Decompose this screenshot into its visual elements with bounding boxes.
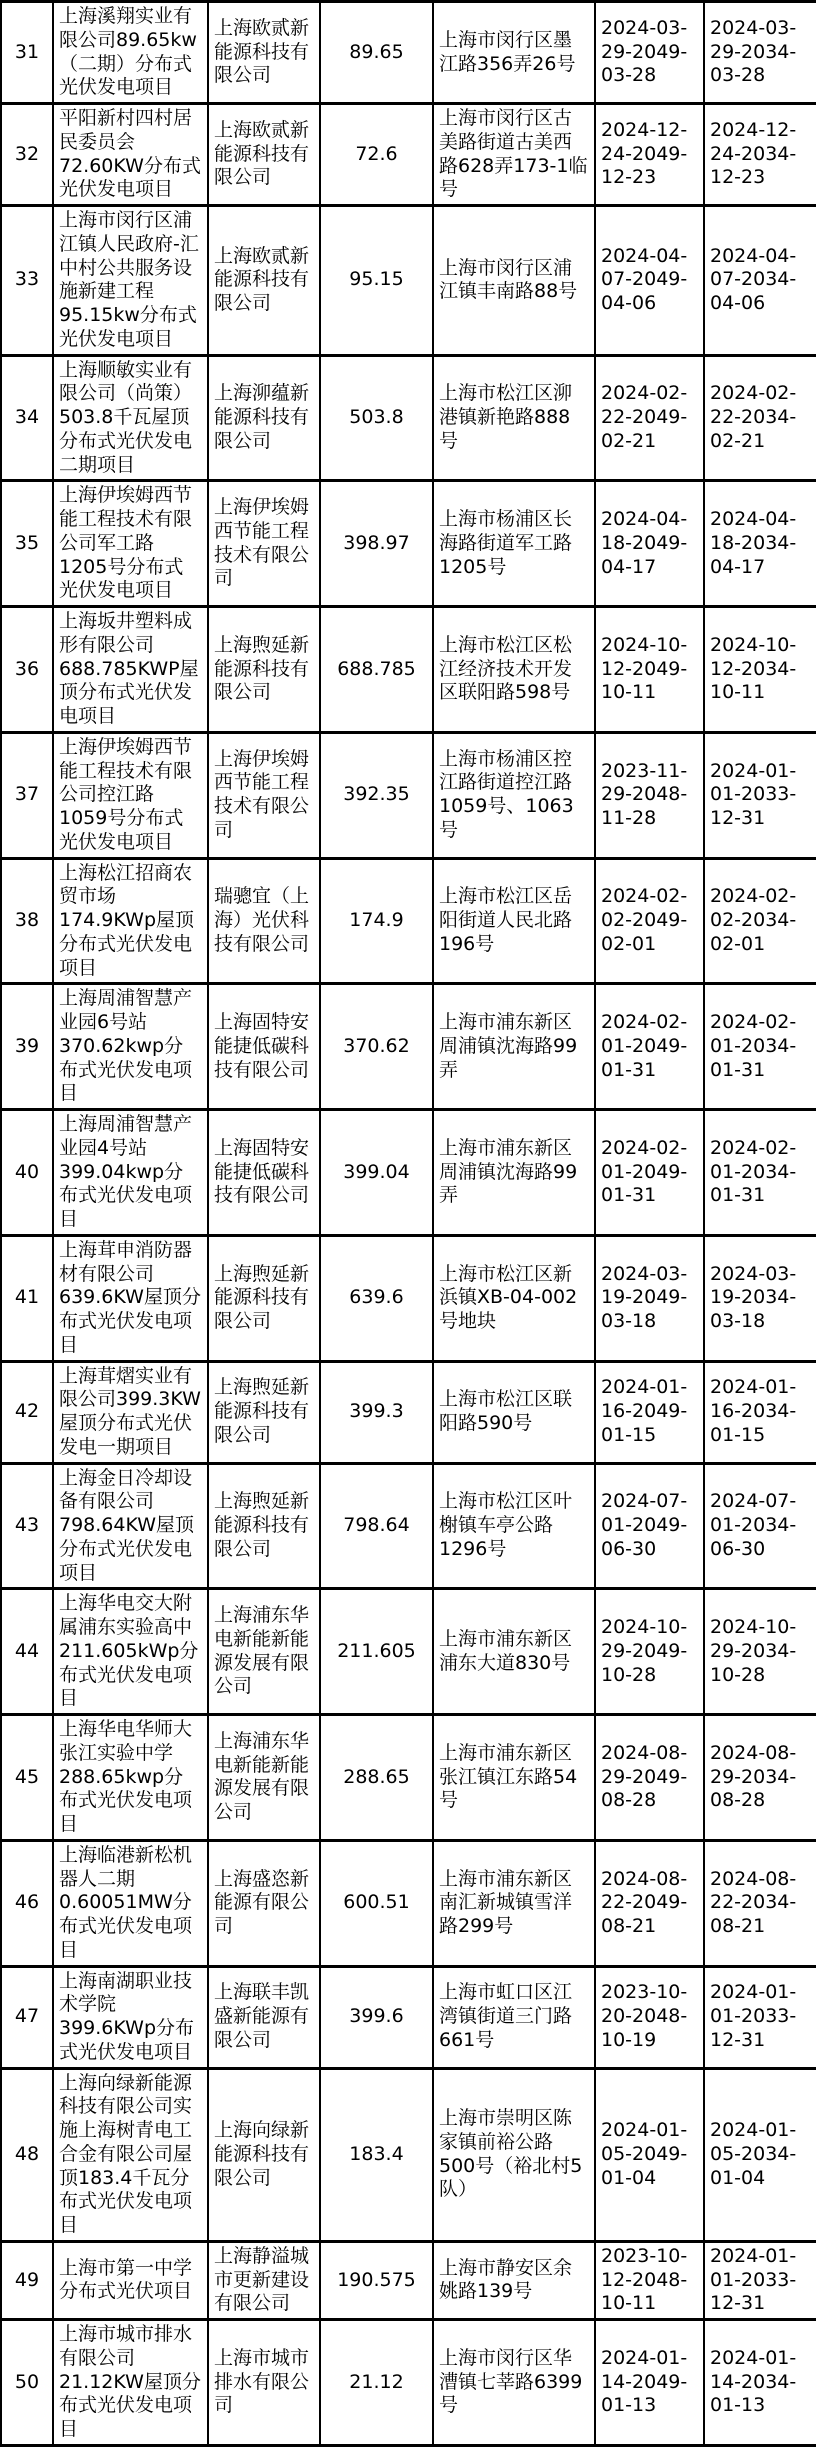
table-row xyxy=(1,1110,816,1236)
period-2-cell: 2024-01-01-2033-12-31 xyxy=(704,1966,816,2068)
company-name-cell: 瑞骢宜（上海）光伏科技有限公司 xyxy=(208,858,320,984)
address-cell: 上海市浦东新区周浦镇沈海路99弄 xyxy=(433,1110,595,1236)
period-2-cell: 2024-02-01-2034-01-31 xyxy=(704,984,816,1110)
address-cell: 上海市松江区泖港镇新艳路888号 xyxy=(433,355,595,481)
period-1-cell: 2024-08-22-2049-08-21 xyxy=(595,1840,704,1966)
capacity-cell: 399.04 xyxy=(320,1110,433,1236)
period-1-cell: 2024-02-01-2049-01-31 xyxy=(595,984,704,1110)
row-number-cell: 40 xyxy=(1,1110,53,1236)
period-1-cell: 2024-03-19-2049-03-18 xyxy=(595,1235,704,1361)
period-1-cell: 2024-01-14-2049-01-13 xyxy=(595,2320,704,2446)
table-row xyxy=(1,732,816,858)
row-number-cell: 37 xyxy=(1,732,53,858)
capacity-cell: 503.8 xyxy=(320,355,433,481)
capacity-cell: 183.4 xyxy=(320,2068,433,2241)
project-name-cell: 平阳新村四村居民委员会72.60KW分布式光伏发电项目 xyxy=(53,104,208,206)
period-2-cell: 2024-08-29-2034-08-28 xyxy=(704,1715,816,1841)
period-2-cell: 2024-08-22-2034-08-21 xyxy=(704,1840,816,1966)
company-name-cell: 上海固特安能捷低碳科技有限公司 xyxy=(208,1110,320,1236)
project-name-cell: 上海周浦智慧产业园6号站370.62kwp分布式光伏发电项目 xyxy=(53,984,208,1110)
period-2-cell: 2024-01-01-2033-12-31 xyxy=(704,732,816,858)
address-cell: 上海市松江区新浜镇XB-04-002号地块 xyxy=(433,1235,595,1361)
project-name-cell: 上海伊埃姆西节能工程技术有限公司控江路1059号分布式光伏发电项目 xyxy=(53,732,208,858)
period-1-cell: 2024-12-24-2049-12-23 xyxy=(595,104,704,206)
period-2-cell: 2024-02-22-2034-02-21 xyxy=(704,355,816,481)
company-name-cell: 上海欧贰新能源科技有限公司 xyxy=(208,206,320,356)
capacity-cell: 392.35 xyxy=(320,732,433,858)
row-number-cell: 33 xyxy=(1,206,53,356)
period-1-cell: 2024-02-22-2049-02-21 xyxy=(595,355,704,481)
table-row xyxy=(1,206,816,356)
table-row xyxy=(1,104,816,206)
capacity-cell: 370.62 xyxy=(320,984,433,1110)
company-name-cell: 上海静溢城市更新建设有限公司 xyxy=(208,2241,320,2319)
row-number-cell: 43 xyxy=(1,1463,53,1589)
period-1-cell: 2024-10-29-2049-10-28 xyxy=(595,1589,704,1715)
project-name-cell: 上海伊埃姆西节能工程技术有限公司军工路1205号分布式光伏发电项目 xyxy=(53,481,208,607)
company-name-cell: 上海伊埃姆西节能工程技术有限公司 xyxy=(208,732,320,858)
capacity-cell: 798.64 xyxy=(320,1463,433,1589)
capacity-cell: 89.65 xyxy=(320,2,433,104)
project-name-cell: 上海顺敏实业有限公司（尚策）503.8千瓦屋顶分布式光伏发电二期项目 xyxy=(53,355,208,481)
company-name-cell: 上海欧贰新能源科技有限公司 xyxy=(208,2,320,104)
table-row xyxy=(1,355,816,481)
row-number-cell: 49 xyxy=(1,2241,53,2319)
address-cell: 上海市松江区松江经济技术开发区联阳路598号 xyxy=(433,607,595,733)
period-1-cell: 2024-01-16-2049-01-15 xyxy=(595,1361,704,1463)
project-name-cell: 上海周浦智慧产业园4号站399.04kwp分布式光伏发电项目 xyxy=(53,1110,208,1236)
table-row xyxy=(1,1966,816,2068)
period-1-cell: 2024-08-29-2049-08-28 xyxy=(595,1715,704,1841)
address-cell: 上海市崇明区陈家镇前裕公路500号（裕北村5队） xyxy=(433,2068,595,2241)
company-name-cell: 上海煦延新能源科技有限公司 xyxy=(208,1235,320,1361)
period-1-cell: 2024-03-29-2049-03-28 xyxy=(595,2,704,104)
address-cell: 上海市杨浦区长海路街道军工路1205号 xyxy=(433,481,595,607)
row-number-cell: 34 xyxy=(1,355,53,481)
table-row xyxy=(1,607,816,733)
period-2-cell: 2024-10-12-2034-10-11 xyxy=(704,607,816,733)
company-name-cell: 上海固特安能捷低碳科技有限公司 xyxy=(208,984,320,1110)
address-cell: 上海市闵行区华漕镇七莘路6399号 xyxy=(433,2320,595,2446)
row-number-cell: 31 xyxy=(1,2,53,104)
row-number-cell: 46 xyxy=(1,1840,53,1966)
period-2-cell: 2024-12-24-2034-12-23 xyxy=(704,104,816,206)
project-name-cell: 上海茸申消防器材有限公司639.6KW屋顶分布式光伏发电项目 xyxy=(53,1235,208,1361)
address-cell: 上海市松江区联阳路590号 xyxy=(433,1361,595,1463)
address-cell: 上海市浦东新区浦东大道830号 xyxy=(433,1589,595,1715)
row-number-cell: 45 xyxy=(1,1715,53,1841)
address-cell: 上海市浦东新区周浦镇沈海路99弄 xyxy=(433,984,595,1110)
capacity-cell: 72.6 xyxy=(320,104,433,206)
row-number-cell: 47 xyxy=(1,1966,53,2068)
period-2-cell: 2024-02-01-2034-01-31 xyxy=(704,1110,816,1236)
capacity-cell: 688.785 xyxy=(320,607,433,733)
address-cell: 上海市闵行区墨江路356弄26号 xyxy=(433,2,595,104)
period-1-cell: 2024-07-01-2049-06-30 xyxy=(595,1463,704,1589)
period-2-cell: 2024-03-29-2034-03-28 xyxy=(704,2,816,104)
address-cell: 上海市杨浦区控江路街道控江路1059号、1063号 xyxy=(433,732,595,858)
company-name-cell: 上海泖蕴新能源科技有限公司 xyxy=(208,355,320,481)
table-row xyxy=(1,1715,816,1841)
table-row xyxy=(1,858,816,984)
row-number-cell: 50 xyxy=(1,2320,53,2446)
table-row xyxy=(1,481,816,607)
table-row xyxy=(1,1361,816,1463)
table-row xyxy=(1,2,816,104)
period-1-cell: 2024-01-05-2049-01-04 xyxy=(595,2068,704,2241)
company-name-cell: 上海煦延新能源科技有限公司 xyxy=(208,1361,320,1463)
period-2-cell: 2024-01-14-2034-01-13 xyxy=(704,2320,816,2446)
period-1-cell: 2024-04-07-2049-04-06 xyxy=(595,206,704,356)
project-name-cell: 上海临港新松机器人二期0.60051MW分布式光伏发电项目 xyxy=(53,1840,208,1966)
table-row xyxy=(1,984,816,1110)
period-2-cell: 2024-02-02-2034-02-01 xyxy=(704,858,816,984)
project-name-cell: 上海溪翔实业有限公司89.65kw（二期）分布式光伏发电项目 xyxy=(53,2,208,104)
capacity-cell: 95.15 xyxy=(320,206,433,356)
period-2-cell: 2024-01-01-2033-12-31 xyxy=(704,2241,816,2319)
address-cell: 上海市闵行区浦江镇丰南路88号 xyxy=(433,206,595,356)
period-2-cell: 2024-10-29-2034-10-28 xyxy=(704,1589,816,1715)
company-name-cell: 上海伊埃姆西节能工程技术有限公司 xyxy=(208,481,320,607)
row-number-cell: 42 xyxy=(1,1361,53,1463)
period-2-cell: 2024-04-07-2034-04-06 xyxy=(704,206,816,356)
company-name-cell: 上海联丰凯盛新能源有限公司 xyxy=(208,1966,320,2068)
period-1-cell: 2023-10-20-2048-10-19 xyxy=(595,1966,704,2068)
period-1-cell: 2024-04-18-2049-04-17 xyxy=(595,481,704,607)
project-name-cell: 上海南湖职业技术学院399.6KWp分布式光伏发电项目 xyxy=(53,1966,208,2068)
company-name-cell: 上海欧贰新能源科技有限公司 xyxy=(208,104,320,206)
address-cell: 上海市松江区叶榭镇车亭公路1296号 xyxy=(433,1463,595,1589)
project-name-cell: 上海市闵行区浦江镇人民政府-汇中村公共服务设施新建工程95.15kw分布式光伏发电项目 xyxy=(53,206,208,356)
project-name-cell: 上海市城市排水有限公司21.12KW屋顶分布式光伏发电项目 xyxy=(53,2320,208,2446)
capacity-cell: 211.605 xyxy=(320,1589,433,1715)
company-name-cell: 上海煦延新能源科技有限公司 xyxy=(208,1463,320,1589)
company-name-cell: 上海盛恣新能源有限公司 xyxy=(208,1840,320,1966)
project-name-cell: 上海坂井塑料成形有限公司688.785KWP屋顶分布式光伏发电项目 xyxy=(53,607,208,733)
company-name-cell: 上海市城市排水有限公司 xyxy=(208,2320,320,2446)
project-name-cell: 上海茸熠实业有限公司399.3KW屋顶分布式光伏发电一期项目 xyxy=(53,1361,208,1463)
period-1-cell: 2024-10-12-2049-10-11 xyxy=(595,607,704,733)
projects-table-body xyxy=(1,2,816,2446)
company-name-cell: 上海浦东华电新能新能源发展有限公司 xyxy=(208,1589,320,1715)
row-number-cell: 41 xyxy=(1,1235,53,1361)
project-name-cell: 上海松江招商农贸市场174.9KWp屋顶分布式光伏发电项目 xyxy=(53,858,208,984)
period-2-cell: 2024-04-18-2034-04-17 xyxy=(704,481,816,607)
address-cell: 上海市浦东新区南汇新城镇雪洋路299号 xyxy=(433,1840,595,1966)
capacity-cell: 288.65 xyxy=(320,1715,433,1841)
capacity-cell: 600.51 xyxy=(320,1840,433,1966)
company-name-cell: 上海浦东华电新能新能源发展有限公司 xyxy=(208,1715,320,1841)
period-1-cell: 2023-11-29-2048-11-28 xyxy=(595,732,704,858)
period-2-cell: 2024-01-16-2034-01-15 xyxy=(704,1361,816,1463)
capacity-cell: 399.3 xyxy=(320,1361,433,1463)
address-cell: 上海市浦东新区张江镇江东路54号 xyxy=(433,1715,595,1841)
table-row xyxy=(1,2241,816,2319)
table-row xyxy=(1,1235,816,1361)
table-row xyxy=(1,2320,816,2446)
table-row xyxy=(1,1840,816,1966)
period-1-cell: 2023-10-12-2048-10-11 xyxy=(595,2241,704,2319)
capacity-cell: 174.9 xyxy=(320,858,433,984)
row-number-cell: 38 xyxy=(1,858,53,984)
capacity-cell: 21.12 xyxy=(320,2320,433,2446)
project-name-cell: 上海向绿新能源科技有限公司实施上海树青电工合金有限公司屋顶183.4千瓦分布式光伏发电项目 xyxy=(53,2068,208,2241)
period-1-cell: 2024-02-02-2049-02-01 xyxy=(595,858,704,984)
table-row xyxy=(1,1589,816,1715)
project-name-cell: 上海华电华师大张江实验中学288.65kwp分布式光伏发电项目 xyxy=(53,1715,208,1841)
row-number-cell: 36 xyxy=(1,607,53,733)
period-2-cell: 2024-03-19-2034-03-18 xyxy=(704,1235,816,1361)
row-number-cell: 44 xyxy=(1,1589,53,1715)
period-1-cell: 2024-02-01-2049-01-31 xyxy=(595,1110,704,1236)
address-cell: 上海市虹口区江湾镇街道三门路661号 xyxy=(433,1966,595,2068)
row-number-cell: 48 xyxy=(1,2068,53,2241)
row-number-cell: 35 xyxy=(1,481,53,607)
capacity-cell: 639.6 xyxy=(320,1235,433,1361)
company-name-cell: 上海向绿新能源科技有限公司 xyxy=(208,2068,320,2241)
capacity-cell: 190.575 xyxy=(320,2241,433,2319)
table-row xyxy=(1,1463,816,1589)
table-row xyxy=(1,2068,816,2241)
period-2-cell: 2024-01-05-2034-01-04 xyxy=(704,2068,816,2241)
row-number-cell: 39 xyxy=(1,984,53,1110)
project-name-cell: 上海市第一中学分布式光伏项目 xyxy=(53,2241,208,2319)
address-cell: 上海市静安区余姚路139号 xyxy=(433,2241,595,2319)
capacity-cell: 398.97 xyxy=(320,481,433,607)
address-cell: 上海市闵行区古美路街道古美西路628弄173-1临号 xyxy=(433,104,595,206)
company-name-cell: 上海煦延新能源科技有限公司 xyxy=(208,607,320,733)
period-2-cell: 2024-07-01-2034-06-30 xyxy=(704,1463,816,1589)
row-number-cell: 32 xyxy=(1,104,53,206)
project-name-cell: 上海华电交大附属浦东实验高中211.605kWp分布式光伏发电项目 xyxy=(53,1589,208,1715)
address-cell: 上海市松江区岳阳街道人民北路196号 xyxy=(433,858,595,984)
capacity-cell: 399.6 xyxy=(320,1966,433,2068)
project-name-cell: 上海金日冷却设备有限公司798.64KW屋顶分布式光伏发电项目 xyxy=(53,1463,208,1589)
